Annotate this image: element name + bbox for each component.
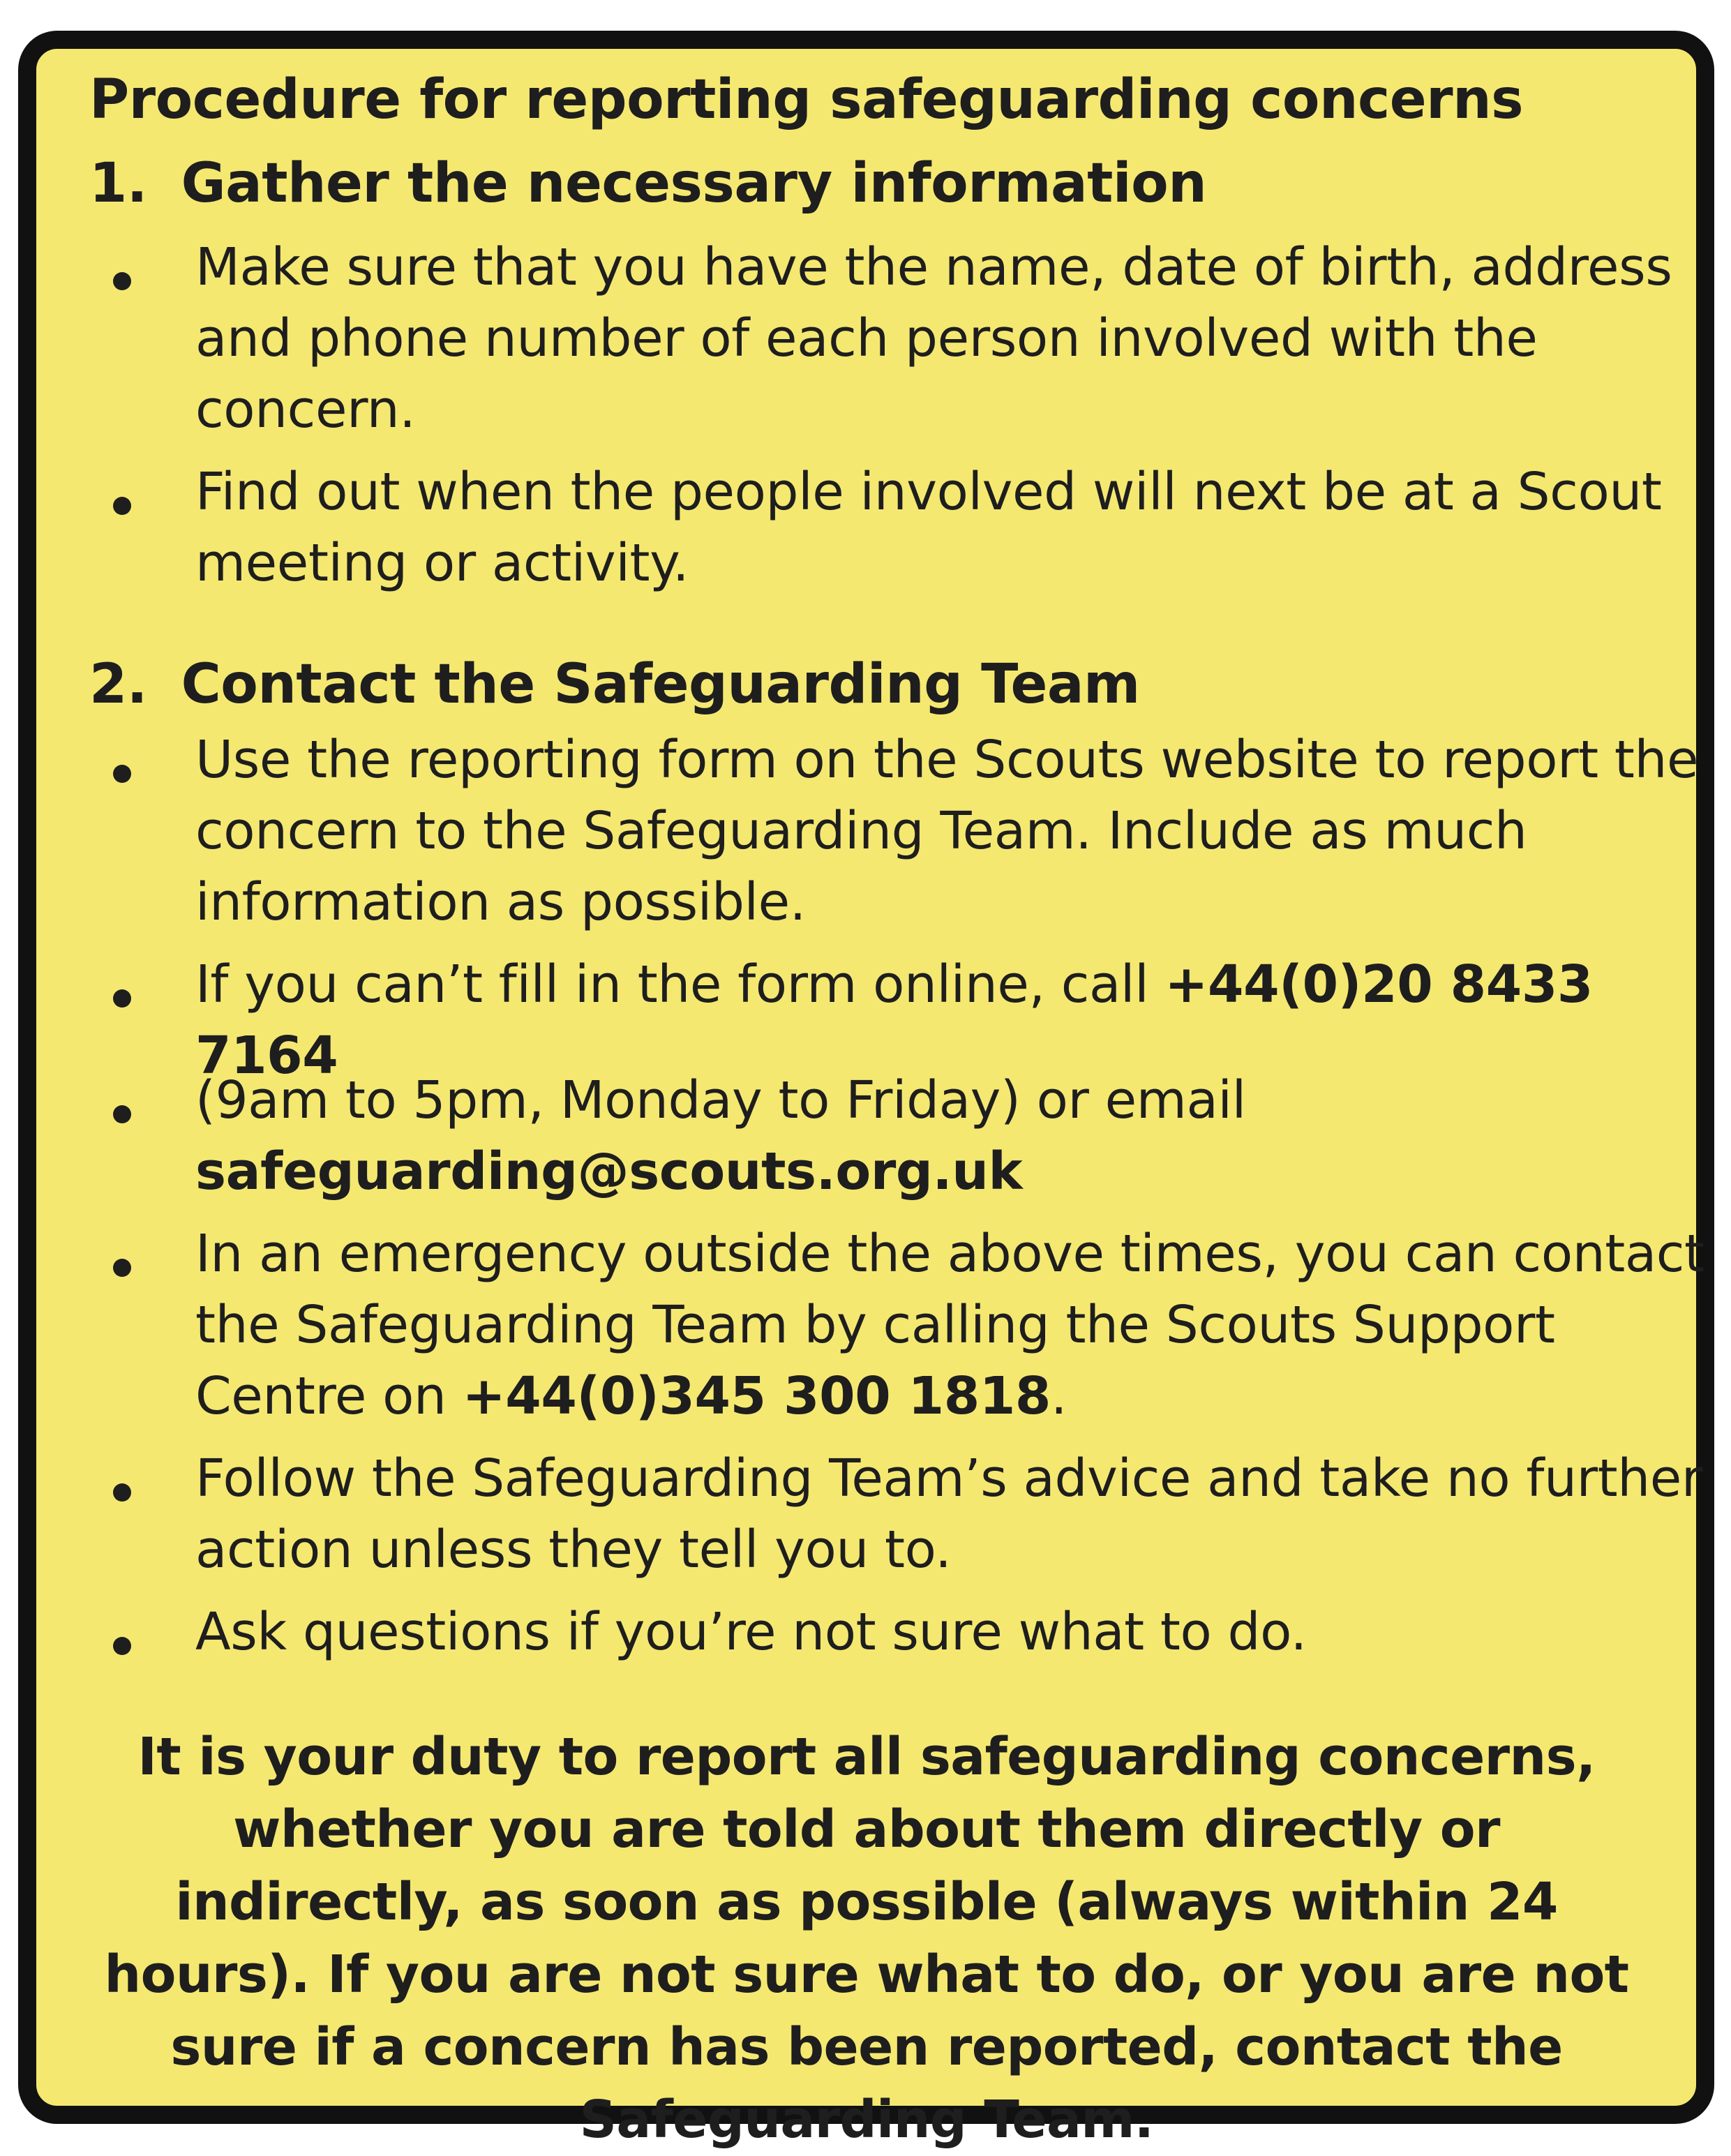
emergency-text: In an emergency outside the above times, you can contact the Safeguarding Team by calling the Scouts Support Centre on — [195, 1224, 1704, 1426]
step-2-number: 2. — [89, 653, 147, 716]
step-1-bullet-2: Find out when the people involved will next be at a Scout meeting or activity. — [195, 462, 1662, 593]
step-1-heading — [89, 152, 1206, 215]
phone-number-main: +44(0)20 8433 7164 — [195, 955, 1594, 1086]
bullet-dot-icon — [113, 1637, 131, 1655]
bullet-dot-icon — [113, 497, 131, 515]
bullet-dot-icon — [113, 1483, 131, 1502]
duty-statement: It is your duty to report all safeguarding concerns, whether you are told about them directly or indirectly, as soon as possible (always within 24 hours). If you are not sure what to do, or you are not sure if a concern has been reported, contact the Safeguarding Team. — [104, 1727, 1629, 2150]
step-2-bullet-1: Use the reporting form on the Scouts website to report the concern to the Safeguarding Team. Include as much information as possible. — [195, 730, 1699, 932]
step-1-heading-text: Gather the necessary information — [181, 152, 1207, 215]
step-1-number: 1. — [89, 152, 147, 215]
phone-number-support-centre: +44(0)345 300 1818 — [462, 1366, 1051, 1426]
page-title: Procedure for reporting safeguarding concerns — [89, 68, 1524, 131]
safeguarding-email: safeguarding@scouts.org.uk — [195, 1141, 1023, 1201]
step-2-heading — [89, 653, 1140, 716]
step-2-heading-text: Contact the Safeguarding Team — [181, 653, 1140, 716]
step-2-bullet-6: Ask questions if you’re not sure what to do. — [195, 1602, 1307, 1662]
emergency-text-end: . — [1051, 1366, 1067, 1426]
bullet-dot-icon — [113, 272, 131, 290]
step-2-bullet-5: Follow the Safeguarding Team’s advice and take no further action unless they tell you to. — [195, 1448, 1702, 1580]
hours-text: (9am to 5pm, Monday to Friday) or email — [195, 1070, 1246, 1130]
step-1-bullet-1: Make sure that you have the name, date of birth, address and phone number of each person involved with the concern. — [195, 237, 1672, 440]
safeguarding-procedure-card — [18, 31, 1714, 2150]
call-text: If you can’t fill in the form online, call — [195, 955, 1165, 1015]
step-2-bullet-4 — [195, 1218, 1716, 1432]
bullet-dot-icon — [113, 1259, 131, 1277]
bullet-dot-icon — [113, 765, 131, 783]
bullet-dot-icon — [113, 989, 131, 1008]
step-2-bullet-3 — [195, 1065, 1716, 1207]
bullet-dot-icon — [113, 1105, 131, 1123]
